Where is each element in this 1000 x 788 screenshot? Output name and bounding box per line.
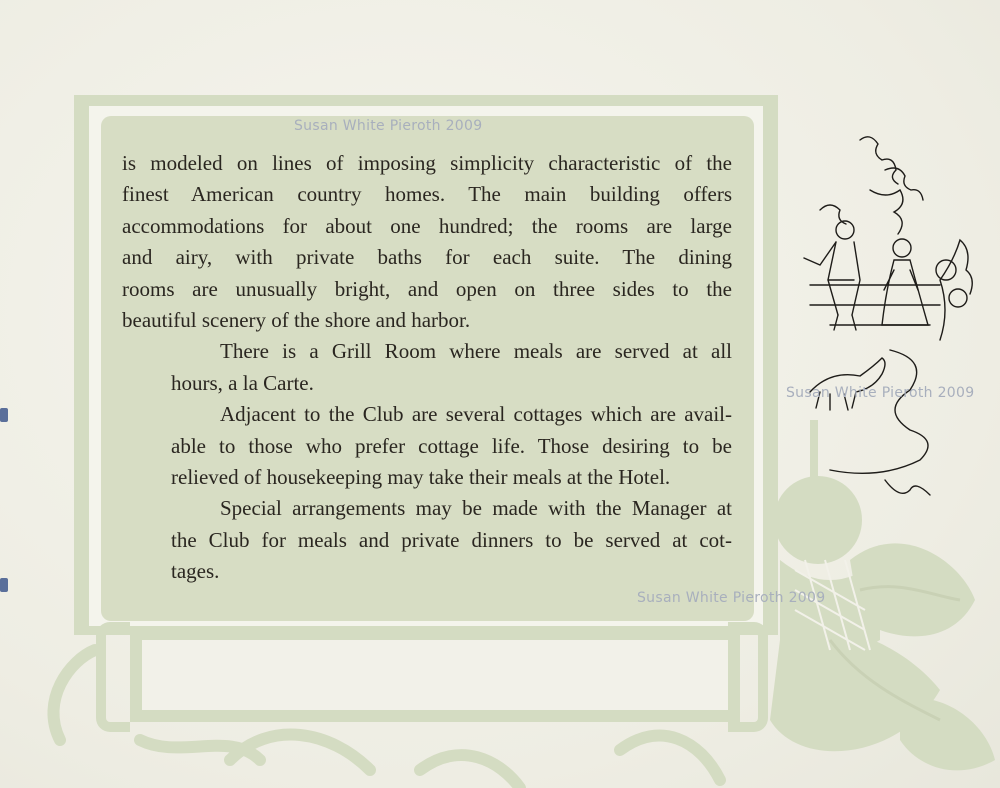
text-line: rooms are unusually bright, and open on three sides to the (122, 276, 732, 301)
watermark-right: Susan White Pieroth 2009 (786, 385, 975, 401)
text-line: finest American country homes. The main building offers (122, 182, 732, 207)
text-line: Adjacent to the Club are several cottages which are avail- (220, 402, 732, 427)
text-line: accommodations for about one hundred; the rooms are large (122, 213, 732, 238)
paragraph (122, 148, 732, 336)
paragraph (122, 493, 732, 587)
text-line: Special arrangements may be made with the Manager at (220, 496, 732, 521)
binding-mark (0, 578, 8, 592)
banner-left-scroll (96, 622, 130, 732)
text-line: beautiful scenery of the shore and harbor. (122, 308, 471, 333)
text-line: is modeled on lines of imposing simplicity characteristic of the (122, 151, 732, 175)
text-line: able to those who prefer cottage life. Those desiring to be (171, 433, 732, 458)
text-line: relieved of housekeeping may take their meals at the Hotel. (171, 465, 671, 490)
binding-mark (0, 408, 8, 422)
text-line: hours, a la Carte. (171, 370, 314, 395)
blank-banner (130, 630, 740, 722)
text-line: There is a Grill Room where meals are served at all (220, 339, 732, 364)
text-line: the Club for meals and private dinners to be served at cot- (171, 527, 732, 552)
paragraph (122, 399, 732, 493)
paragraph (122, 336, 732, 399)
text-line: and airy, with private baths for each suite. The dining (122, 245, 732, 270)
text-line: tages. (171, 559, 220, 584)
watermark-bottom: Susan White Pieroth 2009 (637, 590, 826, 606)
couple-with-dog-illustration (790, 130, 1000, 530)
body-text (122, 148, 732, 588)
watermark-top: Susan White Pieroth 2009 (294, 118, 483, 134)
